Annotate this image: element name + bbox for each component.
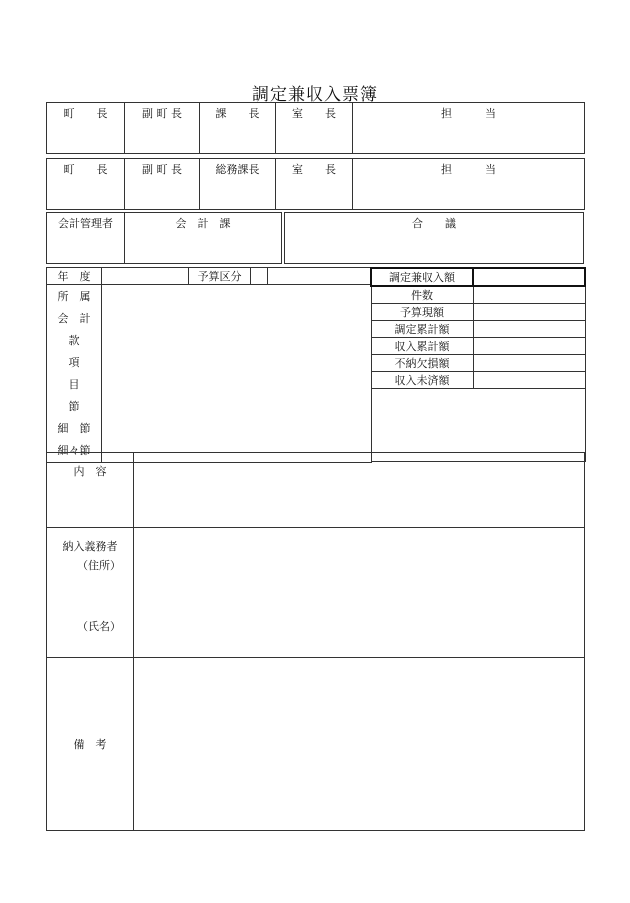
budget-blank-field[interactable] [268, 268, 372, 285]
receipt-total-label: 収入累計額 [371, 338, 473, 355]
amount-field[interactable] [473, 268, 585, 286]
assessment-total-field[interactable] [473, 321, 585, 338]
stamp-label: 室 長 [292, 107, 336, 120]
stamp-cell-mayor[interactable] [47, 103, 125, 154]
label-setsu: 節 [68, 400, 80, 413]
accounting-table [46, 212, 282, 264]
stamp-cell-deputy-mayor[interactable] [125, 159, 200, 210]
receipt-total-field[interactable] [473, 338, 585, 355]
amount-label: 調定兼収入額 [371, 268, 473, 286]
stamp-label: 総務課長 [215, 163, 260, 176]
approval-table-2 [46, 158, 585, 210]
label-moku: 目 [68, 378, 80, 391]
stamp-label: 担 当 [441, 107, 496, 120]
content-label: 内 容 [47, 453, 134, 528]
deficit-loss-field[interactable] [473, 355, 585, 372]
count-label: 件数 [371, 286, 473, 304]
budget-class-field[interactable] [251, 268, 268, 285]
stamp-label: 町 長 [63, 107, 108, 120]
stamp-cell-mayor[interactable] [47, 159, 125, 210]
assessment-total-label: 調定累計額 [371, 321, 473, 338]
stamp-cell-general-affairs-chief[interactable] [200, 159, 276, 210]
stamp-cell-office-chief[interactable] [276, 159, 353, 210]
remarks-label: 備 考 [47, 658, 134, 831]
stamp-label: 室 長 [292, 163, 336, 176]
payer-label: 納入義務者 [62, 540, 118, 553]
classification-field[interactable] [102, 285, 372, 463]
budget-class-label: 予算区分 [189, 268, 251, 285]
fiscal-year-label: 年 度 [47, 268, 102, 285]
label-saisai-setsu: 細々節 [57, 444, 91, 457]
stamp-label: 会計管理者 [58, 217, 113, 230]
payer-name-label: （氏名） [77, 620, 121, 633]
summary-blank-area[interactable] [371, 389, 585, 462]
stamp-cell-person-in-charge[interactable] [353, 159, 585, 210]
stamp-cell-accounting-section[interactable] [125, 213, 282, 264]
stamp-label: 副 町 長 [142, 107, 182, 120]
classification-table [46, 284, 372, 463]
classification-labels [47, 285, 102, 463]
stamp-cell-office-chief[interactable] [276, 103, 353, 154]
stamp-cell-consultation[interactable] [285, 213, 584, 264]
unpaid-label: 収入未済額 [371, 372, 473, 389]
stamp-cell-deputy-mayor[interactable] [125, 103, 200, 154]
deficit-loss-label: 不納欠損額 [371, 355, 473, 372]
stamp-label: 町 長 [63, 163, 108, 176]
summary-table [370, 267, 586, 462]
label-sai-setsu: 細 節 [57, 422, 91, 435]
count-field[interactable] [473, 286, 585, 304]
label-kan: 款 [68, 334, 80, 347]
stamp-cell-accounting-manager[interactable] [47, 213, 125, 264]
payer-address-label: （住所） [77, 559, 121, 572]
fiscal-year-field[interactable] [102, 268, 189, 285]
approval-table-1 [46, 102, 585, 154]
payer-field[interactable] [134, 528, 585, 658]
stamp-label: 課 長 [215, 107, 260, 120]
stamp-label: 合 議 [412, 217, 456, 230]
consultation-table [284, 212, 584, 264]
details-table [46, 452, 585, 831]
content-field[interactable] [134, 453, 585, 528]
budget-current-field[interactable] [473, 304, 585, 321]
document-title: 調定兼収入票簿 [252, 85, 378, 105]
stamp-label: 会 計 課 [175, 217, 231, 230]
payer-label-cell [47, 528, 134, 658]
stamp-label: 副 町 長 [142, 163, 182, 176]
stamp-cell-section-chief[interactable] [200, 103, 276, 154]
label-account: 会 計 [57, 312, 91, 325]
label-affiliation: 所 属 [57, 290, 91, 303]
stamp-cell-person-in-charge[interactable] [353, 103, 585, 154]
remarks-field[interactable] [134, 658, 585, 831]
stamp-label: 担 当 [441, 163, 496, 176]
unpaid-field[interactable] [473, 372, 585, 389]
budget-row-table [46, 267, 372, 285]
budget-current-label: 予算現額 [371, 304, 473, 321]
label-kou: 項 [68, 356, 80, 369]
